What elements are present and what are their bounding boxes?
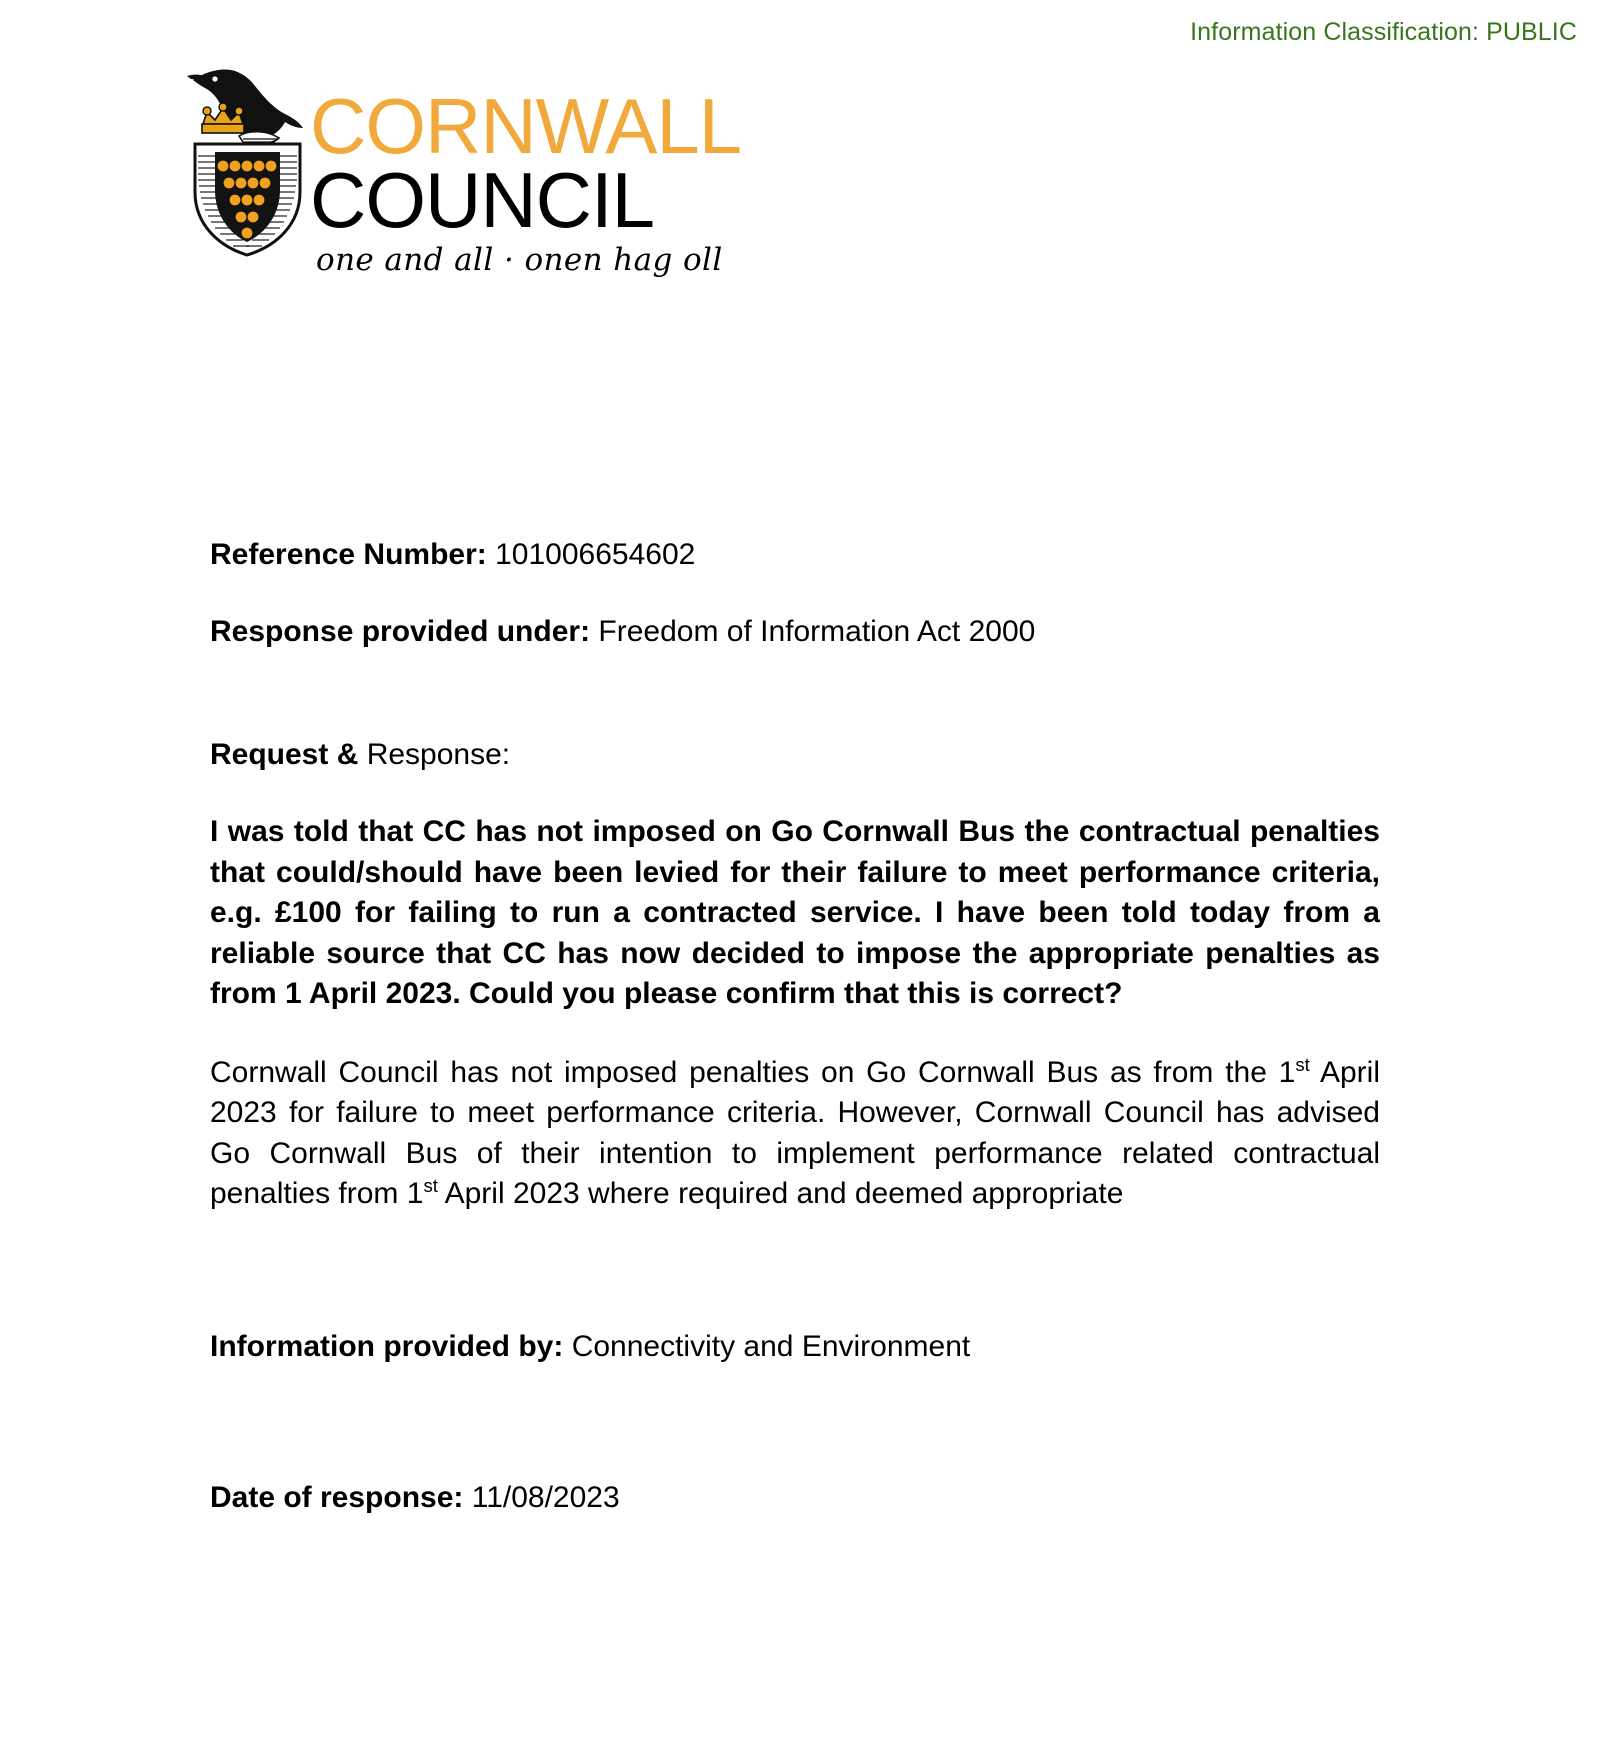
information-provided-by-line (210, 1327, 1380, 1366)
date-of-response-label: Date of response: (210, 1480, 464, 1514)
response-text-part-1: Cornwall Council has not imposed penalties on Go Cornwall Bus as from the 1 (210, 1055, 1296, 1089)
reference-number-value: 101006654602 (495, 538, 696, 571)
response-text-part-3: April 2023 where required and deemed appropriate (437, 1177, 1124, 1210)
cornwall-council-wordmark (310, 82, 810, 279)
request-heading-bold: Request & (210, 738, 359, 771)
response-text-part-2: April 2023 for failure to meet performance criteria. However, Cornwall Council has advised Go Cornwall Bus of their intention to implement performance related contractual penalties from 1 (210, 1055, 1380, 1210)
date-of-response-value: 11/08/2023 (471, 1480, 620, 1514)
response-text (210, 1053, 1380, 1215)
information-classification-banner: Information Classification: PUBLIC (1190, 18, 1577, 46)
document-body (210, 535, 1380, 1555)
spacer (210, 1404, 1380, 1478)
spacer (210, 689, 1380, 735)
cornwall-council-logo (185, 52, 825, 279)
response-provided-under-line (210, 612, 1380, 651)
wordmark-tagline: one and all · onen hag oll (316, 242, 723, 279)
request-response-heading (210, 735, 1380, 774)
information-provided-by-value: Connectivity and Environment (571, 1329, 971, 1363)
reference-number-line (210, 535, 1380, 574)
response-provided-under-value: Freedom of Information Act 2000 (598, 615, 1036, 648)
response-ordinal-2: st (423, 1175, 438, 1196)
request-heading-normal: Response: (366, 738, 511, 771)
wordmark-line-council: COUNCIL (310, 155, 655, 244)
wordmark-line-cornwall: CORNWALL (310, 82, 742, 170)
reference-number-label: Reference Number: (210, 538, 487, 571)
information-provided-by-label: Information provided by: (210, 1329, 564, 1363)
cornwall-council-crest-icon (185, 52, 310, 257)
date-of-response-line (210, 1478, 1380, 1517)
response-provided-under-label: Response provided under: (210, 615, 591, 648)
spacer (210, 1253, 1380, 1327)
request-text: I was told that CC has not imposed on Go Cornwall Bus the contractual penalties that could/should have been levied for their failure to meet performance criteria, e.g. £100 for failing to run a contracted service. I have been told today from a reliable source that CC has now decided to impose the appropriate penalties as from 1 April 2023. Could you please confirm that this is correct? (210, 815, 1380, 1010)
response-ordinal-1: st (1295, 1053, 1310, 1075)
